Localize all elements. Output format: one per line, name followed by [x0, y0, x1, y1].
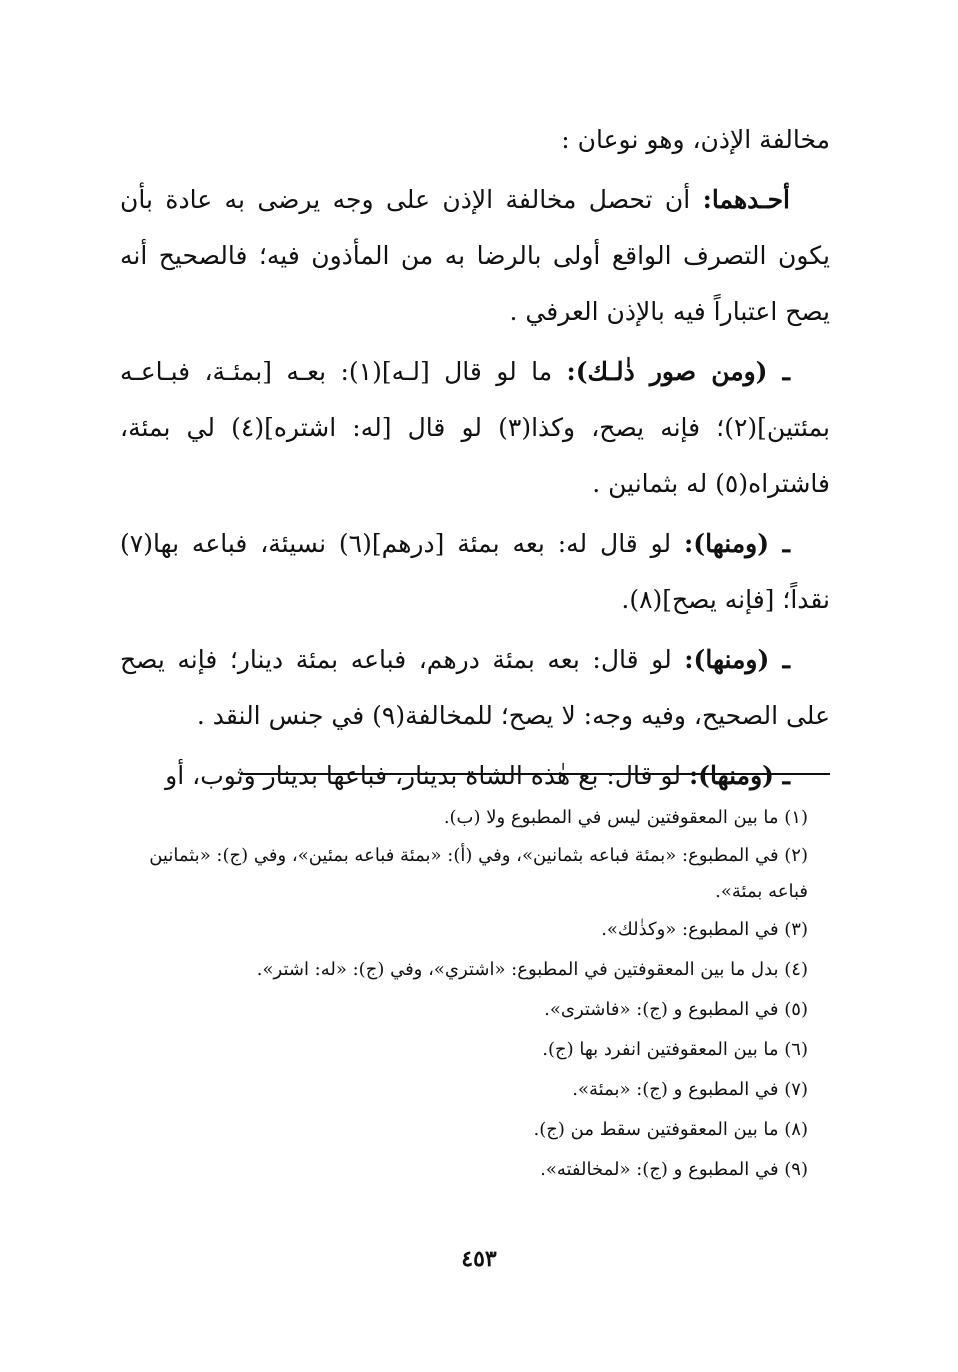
paragraph-example-3-label: ـ (ومنها): [684, 645, 790, 674]
footnote-8: (٨) ما بين المعقوفتين سقط من (ج). [533, 1119, 808, 1140]
paragraph-example-4-underlined: بع [578, 761, 599, 790]
paragraph-example-4 [120, 748, 830, 804]
paragraph-first-type-text: أن تحصل مخالفة الإذن على وجه يرضى به عادة بأن يكون التصرف الواقع أولى بالرضا به من المأذون فيه؛ فالصحيح أنه يصح اعتباراً فيه بالإذن العرفي . [120, 185, 830, 326]
paragraph-examples-label: ـ (ومن صور ذٰلـك): [566, 357, 790, 386]
footnote-4: (٤) بدل ما بين المعقوفتين في المطبوع: «اشتري»، وفي (ج): «له: اشتر». [256, 959, 808, 980]
footnote-5: (٥) في المطبوع و (ج): «فاشترى». [544, 999, 808, 1020]
paragraph-example-2-text: لو قال له: بعه بمئة [درهم](٦) نسيئة، فباعه بها(٧) نقداً؛ [فإنه يصح](٨). [120, 529, 830, 614]
footnote-9: (٩) في المطبوع و (ج): «لمخالفته». [540, 1159, 808, 1180]
opening-line [120, 112, 830, 168]
paragraph-first-type-label: أحـدهما: [702, 185, 790, 214]
paragraph-example-4-text-a: لو قال: [598, 761, 689, 790]
footnote-7: (٧) في المطبوع و (ج): «بمئة». [572, 1079, 808, 1100]
paragraph-example-4-label: ـ (ومنها): [688, 761, 790, 790]
paragraph-examples-text: ما لو قال [لـه](١): بعـه [بمئـة، فبـاعـه بمئتين](٢)؛ فإنه يصح، وكذا(٣) لو قال [له: اشتره](٤) لي بمئة، فاشتراه(٥) له بثمانين . [120, 357, 830, 498]
main-text [120, 112, 830, 808]
paragraph-example-2-label: ـ (ومنها): [684, 529, 790, 558]
opening-line-text: مخالفة الإذن، وهو نوعان : [561, 125, 830, 154]
paragraph-example-3-text: لو قال: بعه بمئة درهم، فباعه بمئة دينار؛ فإنه يصح على الصحيح، وفيه وجه: لا يصح؛ للمخالفة(٩) في جنس النقد . [120, 645, 830, 730]
footnote-divider [240, 773, 830, 775]
page-number: ٤٥٣ [461, 1246, 497, 1272]
paragraph-first-type [120, 172, 830, 340]
footnote-6: (٦) ما بين المعقوفتين انفرد بها (ج). [542, 1039, 808, 1060]
footnotes [120, 798, 808, 1190]
paragraph-example-2 [120, 516, 830, 628]
footnote-3: (٣) في المطبوع: «وكذٰلك». [601, 919, 808, 940]
footnote-1: (١) ما بين المعقوفتين ليس في المطبوع ولا (ب). [443, 807, 808, 828]
paragraph-example-4-text-b: هٰذه الشاة بدينار، فباعها بدينار وثوب، أو [165, 761, 579, 790]
footnote-2: (٢) في المطبوع: «بمئة فباعه بثمانين»، وفي (أ): «بمئة فباعه بمئين»، وفي (ج): «بثمانين فباعه بمئة». [149, 845, 808, 902]
paragraph-examples [120, 344, 830, 512]
paragraph-example-3 [120, 632, 830, 744]
